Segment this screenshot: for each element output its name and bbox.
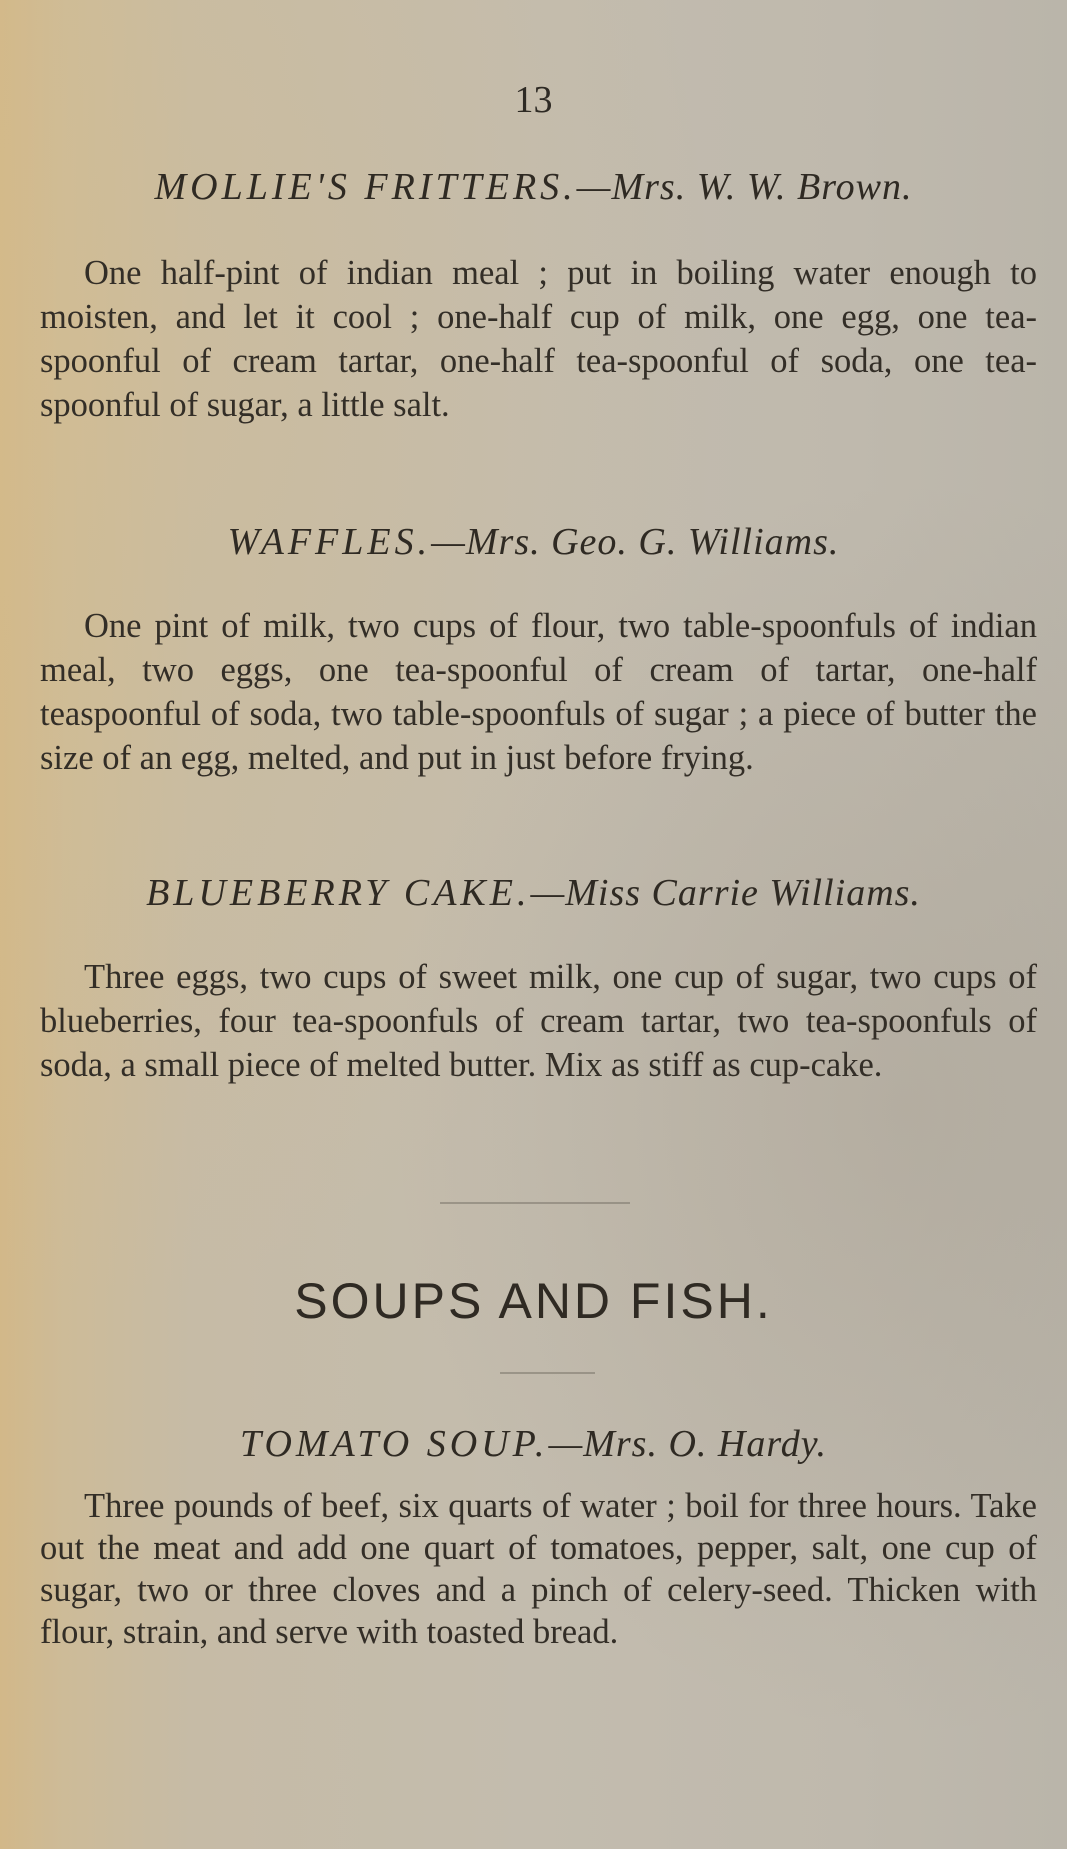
recipe-body-tomato-soup: Three pounds of beef, six quarts of water ; boil for three hours. Take out the meat and add one quart of tomatoes, pepper, salt, one cup of sugar, two or three cloves and a pinch of celery-seed. Thicken with flour, strain, and serve with toasted bread.	[40, 1487, 1037, 1651]
recipe-title: WAFFLES.	[227, 521, 432, 563]
recipe-author: —Mrs. Geo. G. Williams.	[431, 521, 840, 563]
recipe-author: —Mrs. O. Hardy.	[548, 1423, 827, 1465]
recipe-body-blueberry-cake: Three eggs, two cups of sweet milk, one cup of sugar, two cups of blueberries, four tea-spoonfuls of cream tartar, two tea-spoonfuls of soda, a small piece of melted butter. Mix as stiff as cup-cake.	[40, 958, 1037, 1084]
section-divider-top	[440, 1202, 630, 1204]
recipe-title: BLUEBERRY CAKE.	[146, 872, 531, 914]
recipe-heading-mollies-fritters	[0, 165, 1067, 209]
recipe-author: —Mrs. W. W. Brown.	[576, 166, 913, 208]
recipe-body-mollies-fritters: One half-pint of indian meal ; put in boiling water enough to moisten, and let it cool ; one-half cup of milk, one egg, one tea-spoonful of cream tartar, one-half tea-spoonful of soda, one tea-spoonful of sugar, a little salt.	[40, 254, 1037, 424]
recipe-title: MOLLIE'S FRITTERS.	[154, 166, 577, 208]
section-title: SOUPS AND FISH.	[294, 1273, 773, 1329]
recipe-heading-waffles	[0, 520, 1067, 564]
page-number: 13	[514, 79, 553, 121]
recipe-author: —Miss Carrie Williams.	[530, 872, 921, 914]
recipe-title: TOMATO SOUP.	[240, 1423, 549, 1465]
recipe-heading-blueberry-cake	[0, 871, 1067, 915]
section-divider-bottom	[500, 1372, 595, 1374]
recipe-heading-tomato-soup	[0, 1422, 1067, 1466]
recipe-body-waffles: One pint of milk, two cups of flour, two table-spoonfuls of indian meal, two eggs, one tea-spoonful of cream of tartar, one-half teaspoonful of soda, two table-spoonfuls of sugar ; a piece of butter the size of an egg, melted, and put in just before frying.	[40, 607, 1037, 777]
